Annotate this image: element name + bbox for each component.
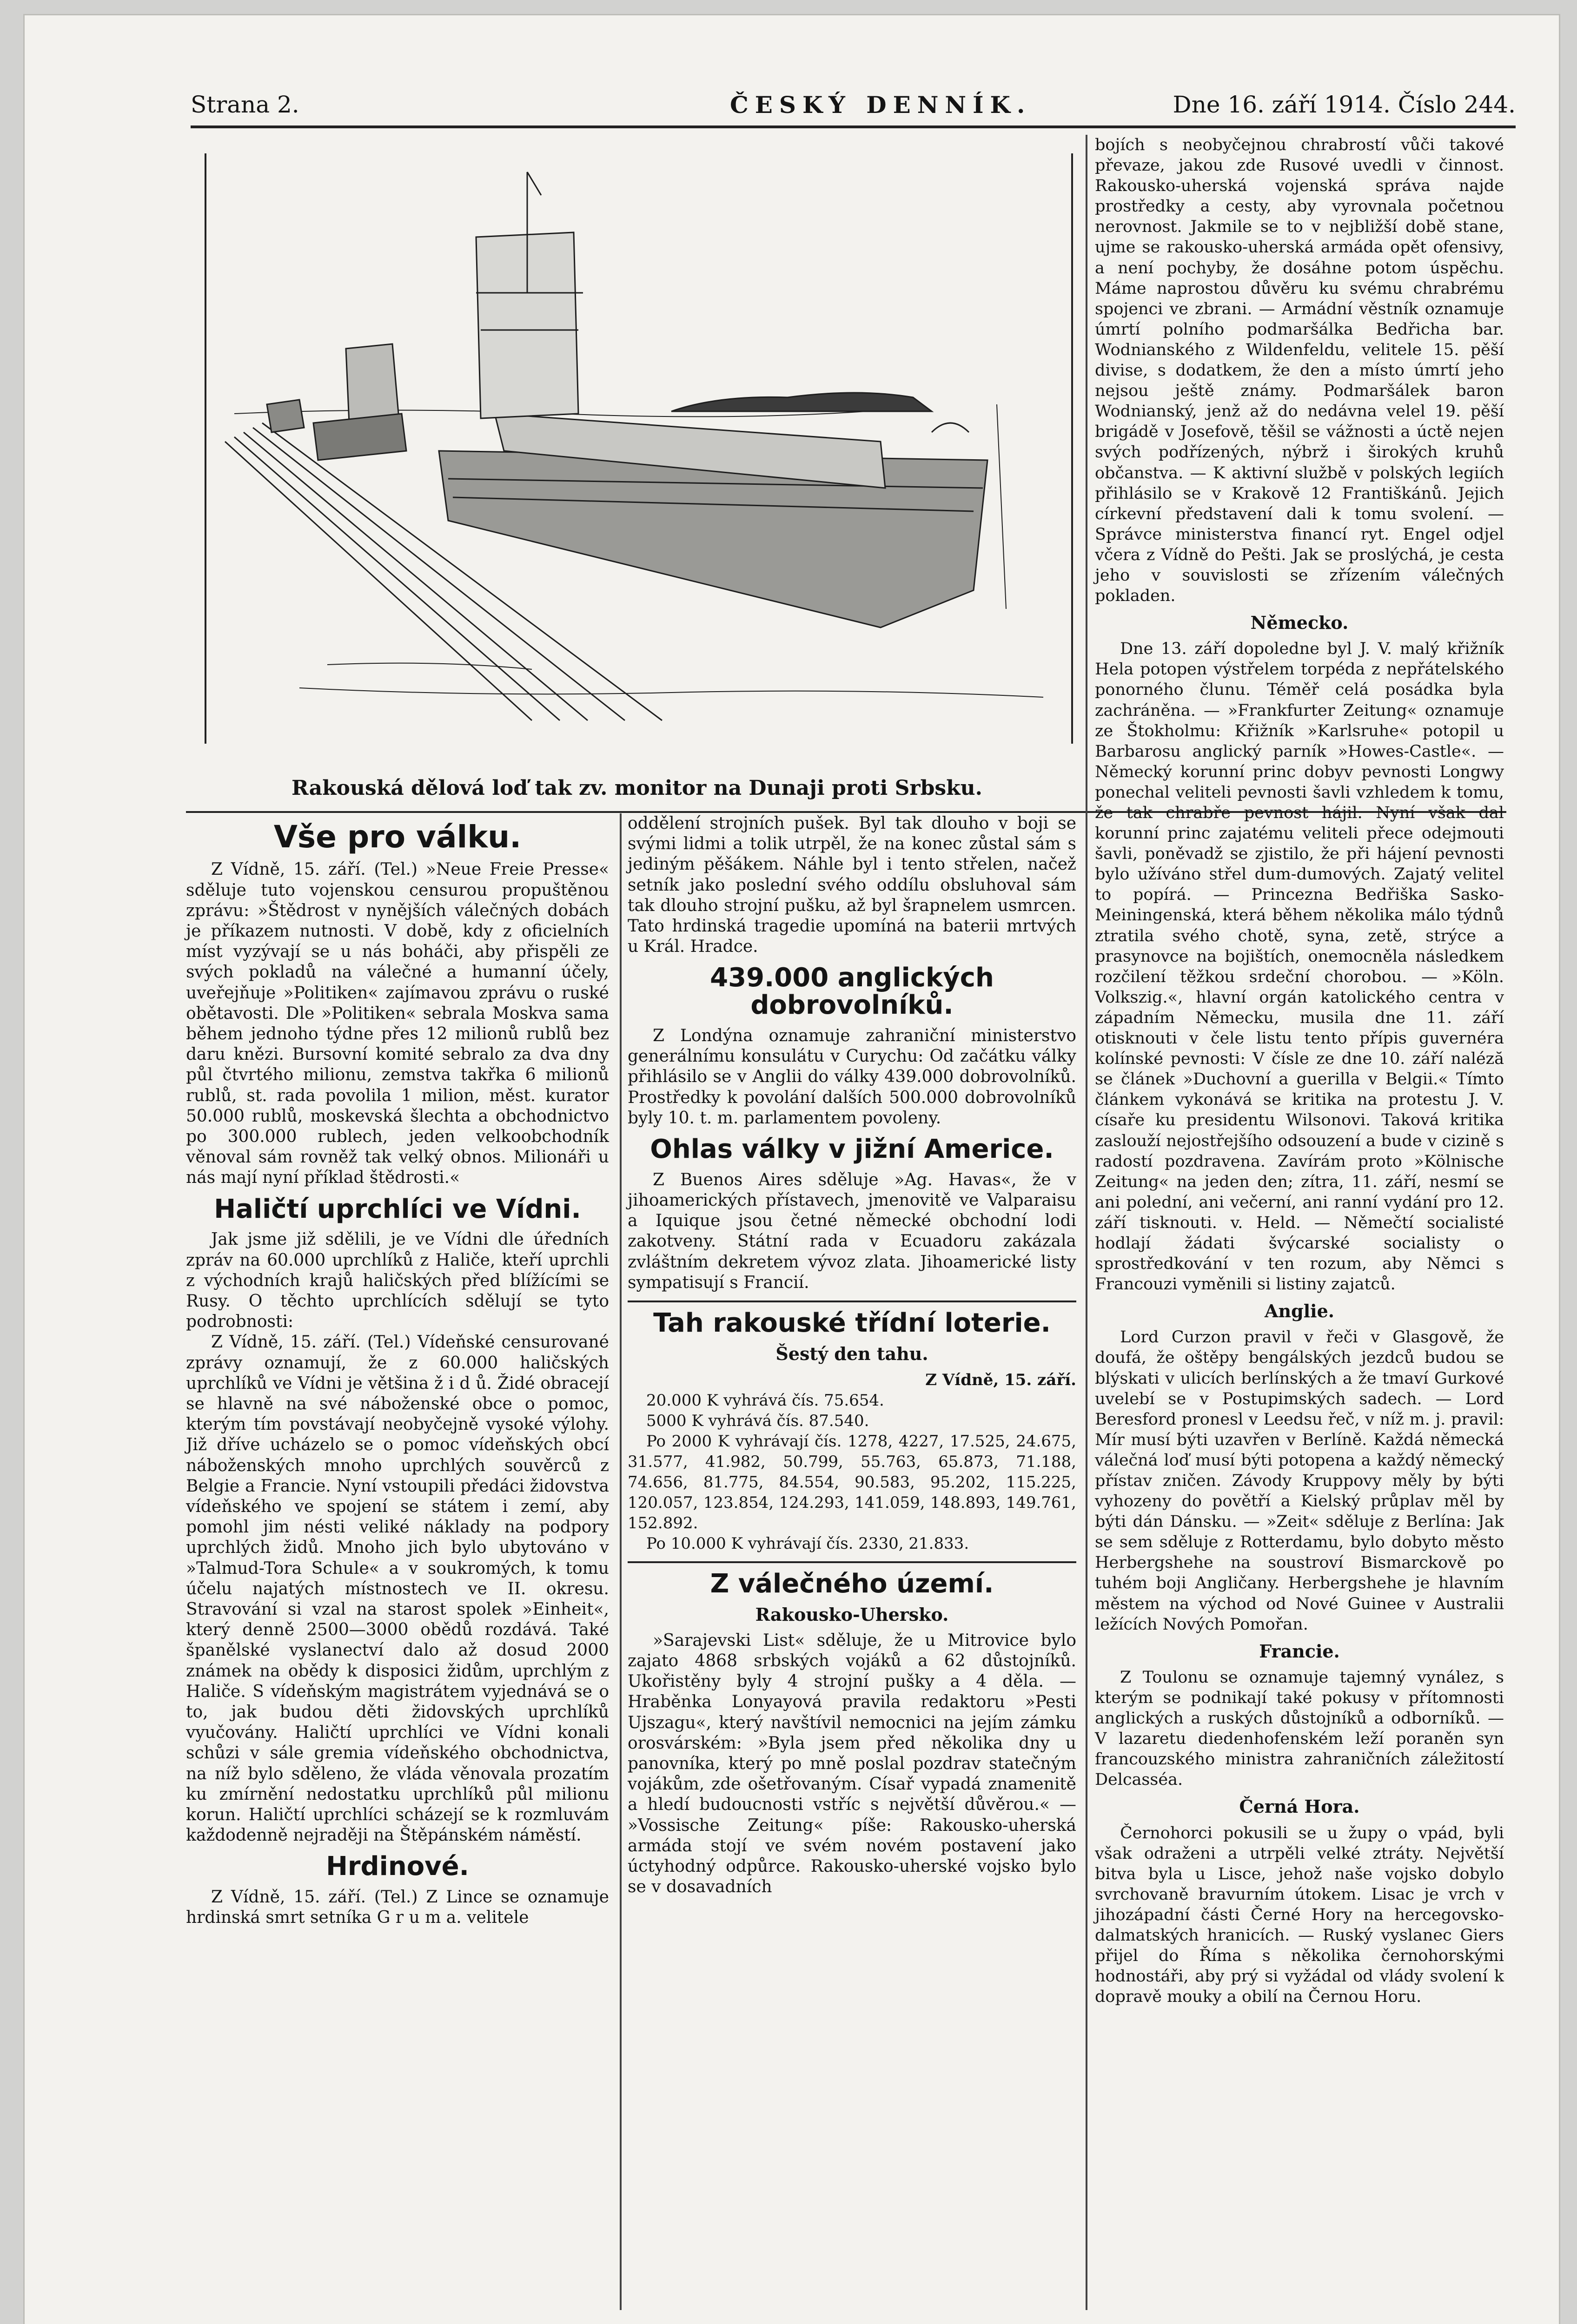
article-paragraph: Z Toulonu se oznamuje tajemný vynález, s kterým se podnikají také pokusy v přítomnosti anglických a ruských důstojníků a odborníků. — V lazaretu diedenhofenském leží poraněn syn francouzského ministra zahraničních záležitostí Delcasséa. (1095, 1668, 1504, 1789)
article-paragraph: Jak jsme již sdělili, je ve Vídni dle úředních zpráv na 60.000 uprchlíků z Haliče, kteří uprchli z východních krajů haličských před blížícími se Rusy. O těchto uprchlících sdělují se tyto podrobnosti: (186, 1230, 609, 1332)
lottery-line: Po 2000 K vyhrávají čís. 1278, 4227, 17.525, 24.675, 31.577, 41.982, 50.799, 55.763, 65.873, 71.188, 74.656, 81.775, 84.554, 90.583, 95.202, 115.225, 120.057, 123.854, 124.293, 141.059, 148.893, 149.761, 152.892. (628, 1432, 1076, 1532)
headline-z-valecneho-uzemi: Z válečného území. (710, 1568, 994, 1599)
column-3 (1095, 135, 1504, 2007)
article-paragraph: Z Vídně, 15. září. (Tel.) Vídeňské censurované zprávy oznamují, že z 60.000 haličských uprchlíků ve Vídni je většina ž i d ů. Židé obracejí se hlavně na své náboženské obce o pomoc, kterým tím povstávají neobyčejně vysoké výlohy. Již dříve ucházelo se o pomoc vídeňských obcí náboženských mnoho uprchlých souvěrců z Belgie a Francie. Nyní vstoupili předáci židovstva vídeňského ve spojení se státem i zemí, aby pomohl jim nésti veliké náklady na podpory uprchlých židů. Mnoho jich bylo ubytováno v »Talmud-Tora Schule« a v soukromých, k tomu účelu najatých místnostech ve II. okresu. Stravování si vzal na starost spolek »Einheit«, který denně 2500—3000 obědů rozdává. Také španělské vyslanectví dalo až dosud 2000 známek na obědy k disposici židům, uprchlým z Haliče. S vídeňským magistrátem vyjednává se o to, jak budou děti židovských uprchlíků vyučovány. Haličtí uprchlíci ve Vídni konali schůzi v sále gremia vídeňského obchodnictva, na níž bylo sděleno, že vláda věnovala prozatím ku zmírnění nedostatku uprchlíků půl milionu korun. Haličtí uprchlíci scházejí se k rozmluvám každodenně nejraději na Štěpánském náměstí. (186, 1333, 609, 1845)
lottery-dateline: Z Vídně, 15. září. (925, 1370, 1076, 1389)
article-paragraph: Z Vídně, 15. září. (Tel.) »Neue Freie Presse« sděluje tuto vojenskou censurou propuštěnou zprávu: »Štědrost v nynějších válečných dobách je příkazem nutnosti. V době, kdy z oficielních míst vyzývají se u nás boháči, aby přispěli ze svých pokladů na válečné a humanní účely, uveřejňuje »Politiken« zajímavou zprávu o ruské obětavosti. Dle »Politiken« sebrala Moskva sama během jednoho týdne přes 12 milionů rublů bez daru knězi. Bursovní komité sebralo za dva dny půl čtvrtého milionu, zemstva takřka 6 milionů rublů, st. rada povolila 1 milion, měst. kurator 50.000 rublů, moskevská šlechta a obchodnictvo po 300.000 rublech, jeden velkoobchodník věnoval sám rovněž tak velký obnos. Milionáři u nás mají nyní příklad štědrosti.« (186, 860, 609, 1188)
article-paragraph: Lord Curzon pravil v řeči v Glasgově, že doufá, že oštěpy bengálských jezdců budou se blýskati v ulicích berlínských a že tmaví Gurkové uvelebí se v Postupimských sadech. — Lord Beresford pronesl v Leedsu řeč, v níž m. j. pravil: Mír musí býti uzavřen v Berlíně. Každá německá válečná loď musí býti potopena a každý německý přístav zničen. Závody Kruppovy měly by býti vyhozeny do povětří a Kielský průplav měl by býti dán Dánsku. — »Zeit« sděluje z Berlína: Jak se sem sděluje z Rotterdamu, bylo dobyto město Herbergshehe na soustroví Bismarckově po tuhém boji Angličany. Herbergshehe je hlavním městem na východ od Nové Guinee v Australii ležících Nových Pomořan. (1095, 1328, 1504, 1634)
section-cerna-hora: Černá Hora. (1239, 1796, 1360, 1817)
article-paragraph: bojích s neobyčejnou chrabrostí vůči takové převaze, jakou zde Rusové uvedli v činnost. Rakousko-uherská vojenská správa najde prostředky a cesty, aby vyrovnala početnou nerovnost. Jakmile se to v nejbližší době stane, ujme se rakousko-uherská armáda opět ofensivy, a není pochyby, že dosáhne potom úspěchu. Máme naprostou důvěru ku svému chrabrému spojenci ve zbrani. — Armádní věstník oznamuje úmrtí polního podmaršálka Bedřicha bar. Wodnianského z Wildenfeldu, velitele 15. pěší divise, s dodatkem, že den a místo úmrtí jeho nejsou ještě známy. Podmaršálek baron Wodnianský, jenž až do nedávna velel 19. pěší brigádě v Josefově, těšil se vážnosti a úctě nejen svých podřízených, nýbrž i širokých kruhů občanstva. — K aktivní službě v polských legiích přihlásilo se v Krakově 12 Františkánů. Jejich církevní představení dali k tomu svolení. — Správce ministerstva financí ryt. Engel odjel včera z Vídně do Pešti. Jak se proslýchá, je cesta jeho v souvislosti se zřízením válečných pokladen. (1095, 136, 1504, 606)
article-paragraph: Černohorci pokusili se u župy o vpád, byli však odraženi a utrpěli velké ztráty. Největší bitva byla u Lisce, jehož naše vojsko dobylo svrchovaně bravurním útokem. Lisac je vrch v jihozápadní části Černé Hory na hercegovsko-dalmatských hranicích. — Ruský vyslanec Giers přijel do Říma s několika černohorskými hodnostáři, aby prý si vyžádal od vlády svolení k dopravě mouky a obilí na Černou Horu. (1095, 1823, 1504, 2007)
headline-anglicti-dobrovolnici: 439.000 anglických dobrovolníků. (710, 963, 994, 1021)
lottery-subtitle: Šestý den tahu. (775, 1343, 928, 1364)
section-francie: Francie. (1259, 1640, 1340, 1662)
column-divider-1 (620, 813, 622, 2310)
lottery-line: Po 10.000 K vyhrávají čís. 2330, 21.833. (646, 1534, 969, 1553)
headline-vse-pro-valku: Vše pro válku. (273, 819, 522, 855)
headline-hrdinove: Hrdinové. (326, 1851, 469, 1882)
section-rule (628, 1561, 1076, 1563)
lottery-line: 20.000 K vyhrává čís. 75.654. (646, 1391, 884, 1410)
column-1 (186, 813, 609, 1928)
page-header (191, 88, 1516, 128)
column-divider-2 (1086, 135, 1087, 2310)
illustration-caption: Rakouská dělová loď tak zv. monitor na Dunaji proti Srbsku. (292, 776, 982, 800)
section-rule (628, 1301, 1076, 1302)
headline-ohlas-valky: Ohlas války v jižní Americe. (650, 1134, 1054, 1165)
lottery-line: 5000 K vyhrává čís. 87.540. (646, 1411, 869, 1430)
column-2 (628, 813, 1076, 1897)
headline-halicti-uprchlici: Haličtí uprchlíci ve Vídni. (214, 1194, 581, 1224)
lottery-results (628, 1344, 1076, 1554)
article-paragraph: »Sarajevski List« sděluje, že u Mitrovice bylo zajato 4868 srbských vojáků a 62 důstojníků. Ukořistěny byly 4 strojní pušky a 4 děla. — Hraběnka Lonyayová pravila redaktoru »Pesti Ujszagu«, který navštívil nemocnici na jejím zámku orosvárském: »Byla jsem před několika dny u panovníka, který po mně poslal pozdrav statečným vojákům, zde ošetřovaným. Císař vypadá znamenitě a hledí budoucnosti vstříc s největší důvěrou.« — »Vossische Zeitung« píše: Rakousko-uherská armáda stojí ve svém novém postavení jako úctyhodný odpůrce. Rakousko-uherské vojsko bylo se v dosavadních (628, 1631, 1076, 1897)
section-nemecko: Německo. (1250, 612, 1349, 634)
section-anglie: Anglie. (1265, 1301, 1334, 1322)
article-paragraph: oddělení strojních pušek. Byl tak dlouho v boji se svými lidmi a tolik utrpěl, že na konec zůstal sám s jediným pěšákem. Náhle byl i tento střelen, načež setník jako poslední svého oddílu obsluhoval sám tak dlouho strojní pušku, až byl šrapnelem usmrcen. Tato hrdinská tragedie upomíná na baterii mrtvých u Král. Hradce. (628, 814, 1076, 957)
article-paragraph: Dne 13. září dopoledne byl J. V. malý křižník Hela potopen výstřelem torpéda z nepřátelského ponorného člunu. Téměř celá posádka byla zachráněna. — »Frankfurter Zeitung« oznamuje ze Štokholmu: Křižník »Karlsruhe« potopil u Barbarosu anglický parník »Howes-Castle«. — Německý korunní princ dobyv pevnosti Longwy ponechal veliteli pevnosti šavli vzhledem k tomu, že tak chrabře pevnost hájil. Nyní však dal korunní princ zajatému veliteli přece odejmouti šavli, poněvadž se zjistilo, že při hájení pevnosti bylo užíváno střel dum-dumových. Zajatý velitel to popírá. — Princezna Bedřiška Sasko-Meiningenská, která během několika málo týdnů ztratila svého chotě, syna, zetě, strýce a prasynovce na bojištích, onemocněla následkem rozčilení těžkou srdeční chorobou. — »Köln. Volkszig.«, hlavní orgán katolického centra v západním Německu, musila dne 11. září otisknouti v čele listu tento přípis guvernéra kolínské pevnosti: V čísle ze dne 10. září naléză se článek »Duchovní a guerilla v Belgii.« Tímto článkem vykonává se kritika na protestu J. V. císaře ku presidentu Wilsonovi. Taková kritika zaslouží nejostřejšího odsouzení a bude v cizině s radostí pozdravena. Zavírám proto »Kölnische Zeitung« na jeden den; zítra, 11. září, nesmí se ani polední, ani večerní, ani ranní vydání pro 12. září tisknouti. v. Held. — Němečtí socialisté hodlají žádati švýcarské socialisty o sprostředkování v ten rozum, aby Němci s Francouzi vyměnili si listiny zajatců. (1095, 640, 1504, 1294)
headline-loterie: Tah rakouské třídní loterie. (653, 1308, 1051, 1339)
page-number: Strana 2. (191, 91, 299, 118)
monitor-ship-illustration (205, 153, 1073, 744)
masthead-title: ČESKÝ DENNÍK. (730, 91, 1032, 119)
ship-drawing (206, 153, 1067, 744)
article-paragraph: Z Buenos Aires sděluje »Ag. Havas«, že v jihoamerických přístavech, jmenovitě ve Valparaisu a Iquique jsou četné německé obchodní lodi zakotveny. Státní rada v Ecuadoru zakázala zvláštním dekretem vývoz zlata. Jihoamerické listy sympatisují s Francií. (628, 1170, 1076, 1292)
issue-date-number: Dne 16. září 1914. Číslo 244. (1173, 91, 1516, 118)
subsection-rakousko-uhersko: Rakousko-Uhersko. (755, 1604, 949, 1625)
article-paragraph: Z Vídně, 15. září. (Tel.) Z Lince se oznamuje hrdinská smrt setníka G r u m a. velitele (186, 1888, 609, 1928)
article-paragraph: Z Londýna oznamuje zahraniční ministerstvo generálnímu konsulátu v Curychu: Od začátku války přihlásilo se v Anglii do války 439.000 dobrovolníků. Prostředky k povolání dalších 500.000 dobrovolníků byly 10. t. m. parlamentem povoleny. (628, 1026, 1076, 1128)
